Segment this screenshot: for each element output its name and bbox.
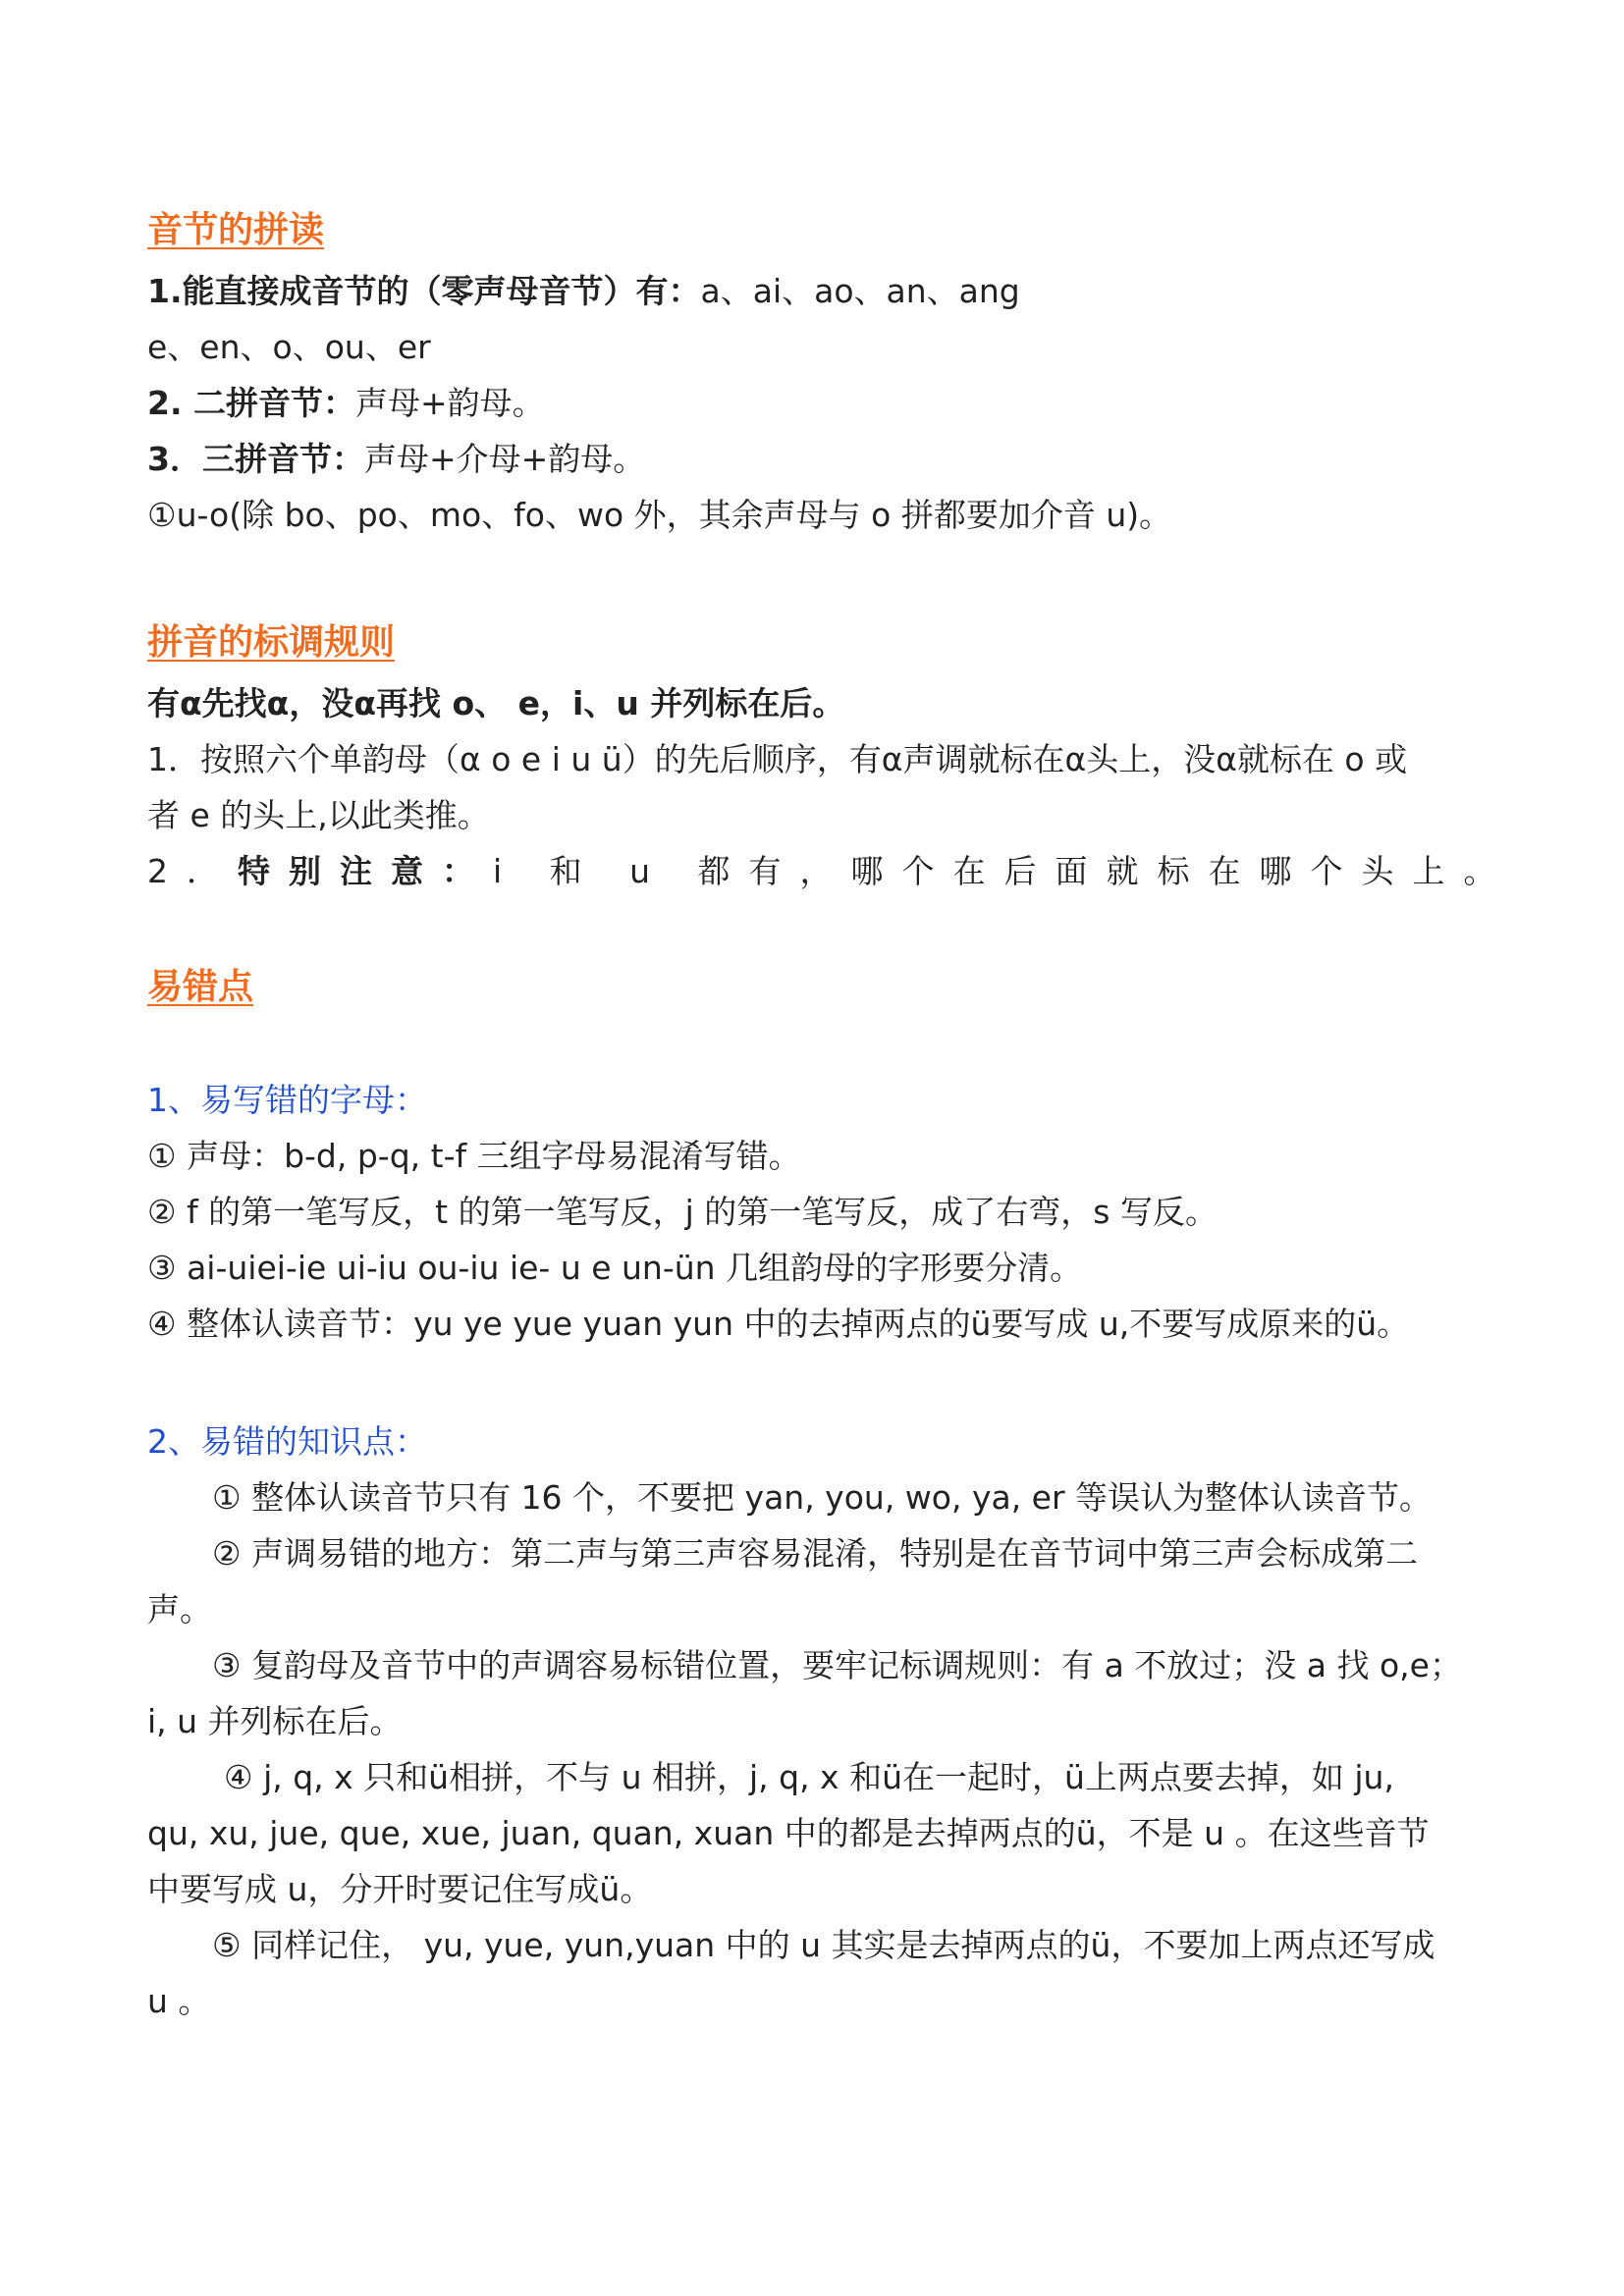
syllable-item-4: ①u-o(除 bo、po、mo、fo、wo 外，其余声母与 o 拼都要加介音 u)。 xyxy=(147,496,1172,534)
syllable-item-1-label: 1.能直接成音节的（零声母音节）有： xyxy=(147,272,701,310)
knowledge-item-2-line-1: ② 声调易错的地方：第二声与第三声容易混淆，特别是在音节词中第三声会标成第二 xyxy=(212,1534,1419,1573)
section-heading-syllable-reading: 音节的拼读 xyxy=(147,210,325,250)
tone-item-1-line-1: 1．按照六个单韵母（α o e i u ü）的先后顺序，有α声调就标在α头上，没α就标在 o 或 xyxy=(147,740,1408,778)
tone-item-1-line-2: 者 e 的头上,以此类推。 xyxy=(147,796,490,834)
knowledge-item-1: ① 整体认读音节只有 16 个，不要把 yan, you, wo, ya, er 等误认为整体认读音节。 xyxy=(212,1478,1433,1517)
section-heading-tone-rules: 拼音的标调规则 xyxy=(147,622,396,663)
syllable-item-2-text: 声母+韵母。 xyxy=(355,384,545,422)
syllable-item-1-text: a、ai、ao、an、ang xyxy=(700,272,1020,310)
section-heading-common-mistakes: 易错点 xyxy=(147,967,254,1007)
mistakes-subheading-letters: 1、易写错的字母： xyxy=(147,1081,427,1119)
mistake-letter-item-3: ③ ai-uiei-ie ui-iu ou-iu ie- u e un-ün 几组韵母的字形要分清。 xyxy=(147,1249,1083,1287)
syllable-item-1 xyxy=(147,270,1020,313)
knowledge-item-5-line-2: u 。 xyxy=(147,1982,211,2020)
syllable-item-2-label: 2. 二拼音节： xyxy=(147,384,355,422)
knowledge-item-4-line-2: qu, xu, jue, que, xue, juan, quan, xuan 中的都是去掉两点的ü，不是 u 。在这些音节 xyxy=(147,1814,1430,1852)
tone-rule-summary xyxy=(147,682,844,725)
knowledge-item-3-line-1: ③ 复韵母及音节中的声调容易标错位置，要牢记标调规则：有 a 不放过；没 a 找 o,e； xyxy=(212,1646,1462,1684)
knowledge-item-4-line-3: 中要写成 u，分开时要记住写成ü。 xyxy=(147,1870,653,1908)
syllable-item-1-continued: e、en、o、ou、er xyxy=(147,328,431,366)
knowledge-item-5-line-1: ⑤ 同样记住， yu, yue, yun,yuan 中的 u 其实是去掉两点的ü，不要加上两点还写成 xyxy=(212,1926,1435,1964)
mistake-letter-item-1: ① 声母：b-d, p-q, t-f 三组字母易混淆写错。 xyxy=(147,1137,801,1175)
syllable-item-2 xyxy=(147,382,545,425)
tone-item-2-number: 2． xyxy=(147,852,238,890)
knowledge-item-2-line-2: 声。 xyxy=(147,1590,212,1629)
syllable-item-3-label: 3．三拼音节： xyxy=(147,440,364,478)
mistake-letter-item-4: ④ 整体认读音节：yu ye yue yuan yun 中的去掉两点的ü要写成 u,不要写成原来的ü。 xyxy=(147,1305,1410,1343)
mistakes-subheading-knowledge: 2、易错的知识点： xyxy=(147,1422,427,1461)
syllable-item-3 xyxy=(147,438,645,481)
tone-item-2-text: i 和 u 都有，哪个在后面就标在哪个头上。 xyxy=(493,852,1515,890)
tone-rule-summary-text: 有α先找α，没α再找 o、 e，i、u 并列标在后。 xyxy=(147,684,845,722)
mistake-letter-item-2: ② f 的第一笔写反，t 的第一笔写反，j 的第一笔写反，成了右弯，s 写反。 xyxy=(147,1193,1218,1231)
knowledge-item-3-line-2: i, u 并列标在后。 xyxy=(147,1702,403,1740)
tone-item-2 xyxy=(147,850,1515,893)
tone-item-2-label: 特别注意： xyxy=(238,852,493,890)
knowledge-item-4-line-1: ④ j, q, x 只和ü相拼，不与 u 相拼，j, q, x 和ü在一起时，ü上两点要去掉，如 ju, xyxy=(224,1758,1394,1796)
syllable-item-3-text: 声母+介母+韵母。 xyxy=(363,440,646,478)
